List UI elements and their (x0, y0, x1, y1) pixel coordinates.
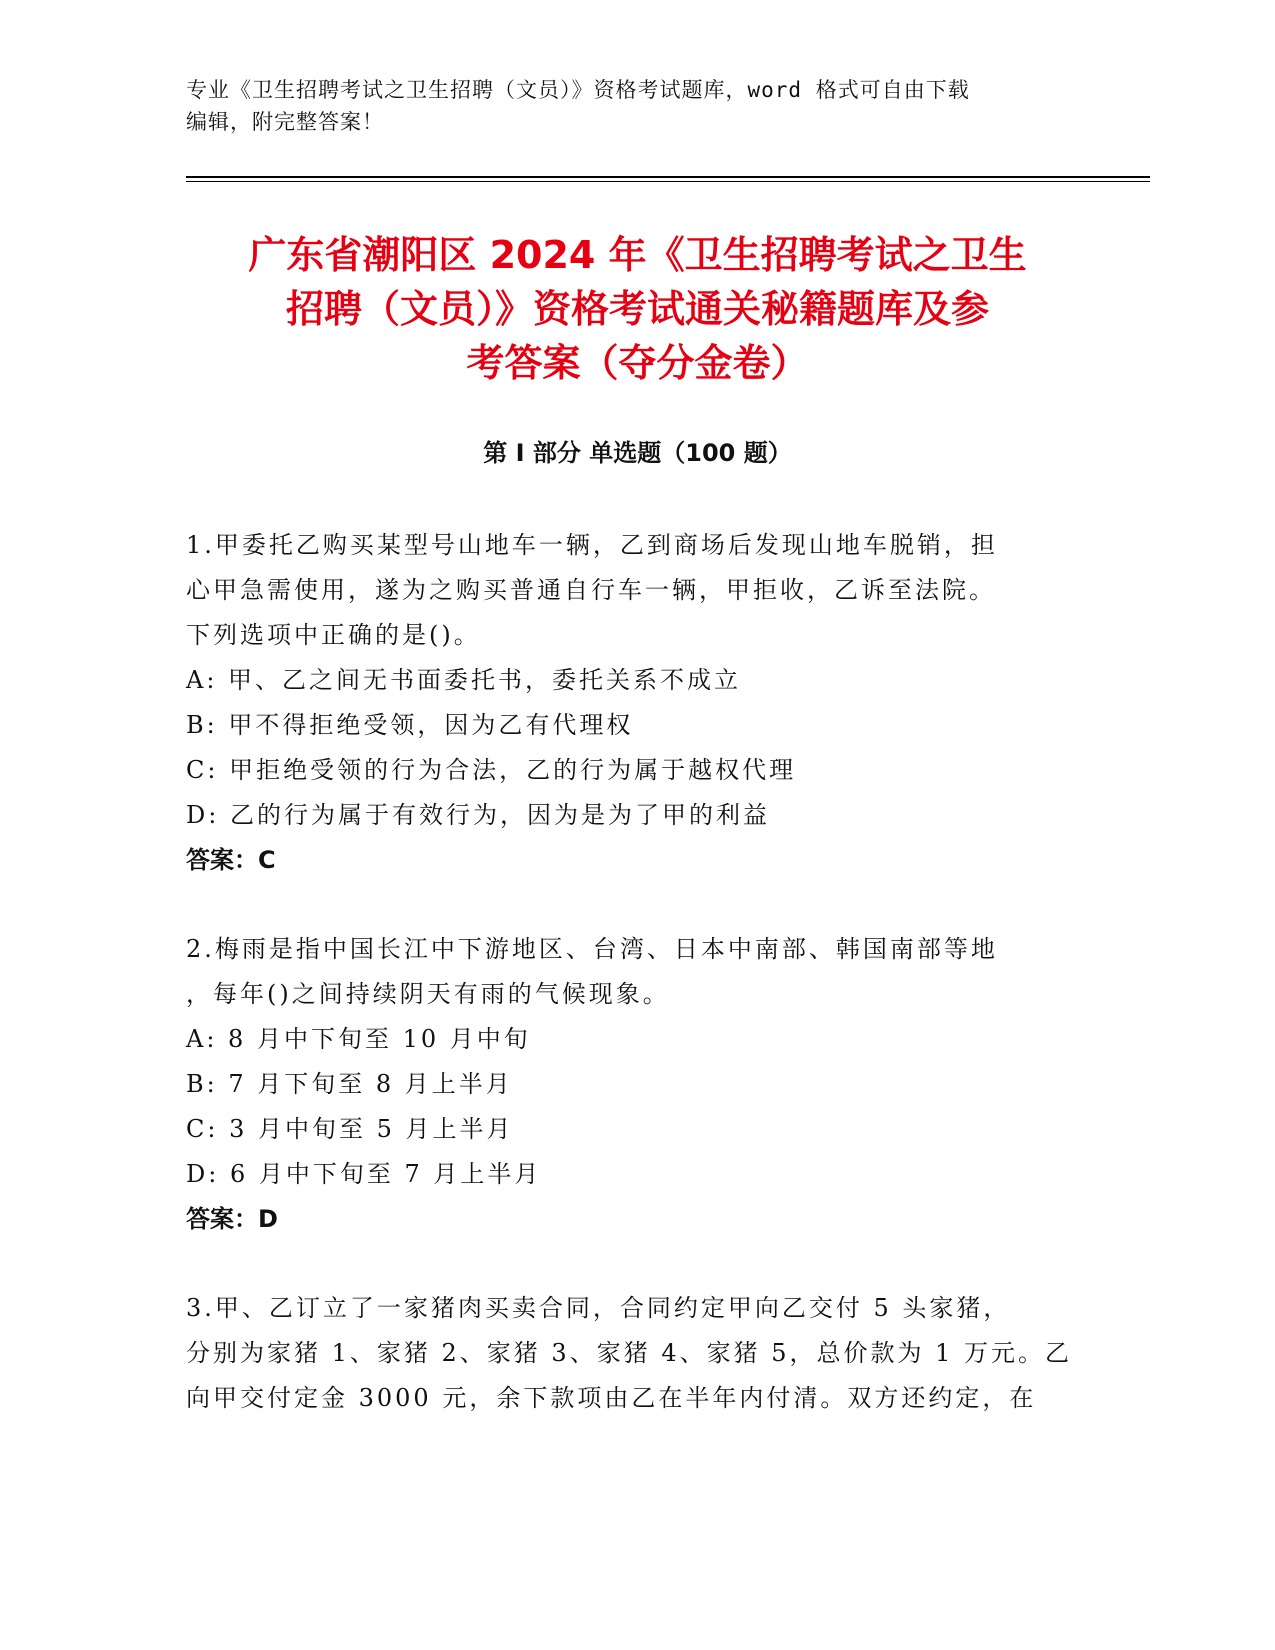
question-text-line: 3.甲、乙订立了一家猪肉买卖合同，合同约定甲向乙交付 5 头家猪， (186, 1294, 1011, 1322)
option-a: A: 8 月中下旬至 10 月中旬 (186, 1025, 531, 1053)
question-1 (186, 523, 1086, 883)
question-list (186, 523, 1086, 1465)
header-note-line-2: 编辑，附完整答案！ (186, 110, 384, 134)
section-heading: 第 I 部分 单选题（100 题） (483, 439, 792, 467)
option-c: C: 甲拒绝受领的行为合法，乙的行为属于越权代理 (186, 756, 797, 784)
header-note (186, 74, 1096, 138)
question-text-line: 下列选项中正确的是()。 (186, 621, 481, 649)
document-title (150, 228, 1125, 390)
question-text-line: 1.甲委托乙购买某型号山地车一辆，乙到商场后发现山地车脱销，担 (186, 531, 998, 559)
question-text-line: 心甲急需使用，遂为之购买普通自行车一辆，甲拒收，乙诉至法院。 (186, 576, 996, 604)
title-line-1: 广东省潮阳区 2024 年《卫生招聘考试之卫生 (248, 233, 1027, 277)
question-3 (186, 1286, 1086, 1421)
answer: 答案：D (186, 1205, 278, 1233)
question-text-line: 向甲交付定金 3000 元，余下款项由乙在半年内付清。双方还约定，在 (186, 1384, 1037, 1412)
answer: 答案：C (186, 846, 276, 874)
header-divider-thick (186, 176, 1150, 178)
header-divider-thin (186, 181, 1150, 182)
option-d: D: 6 月中下旬至 7 月上半月 (186, 1160, 542, 1188)
question-2 (186, 927, 1086, 1242)
header-note-line-1: 专业《卫生招聘考试之卫生招聘（文员）》资格考试题库，word 格式可自由下载 (186, 78, 970, 102)
question-text-line: 分别为家猪 1、家猪 2、家猪 3、家猪 4、家猪 5，总价款为 1 万元。乙 (186, 1339, 1073, 1367)
option-a: A: 甲、乙之间无书面委托书，委托关系不成立 (186, 666, 742, 694)
option-b: B: 7 月下旬至 8 月上半月 (186, 1070, 513, 1098)
question-text-line: 2.梅雨是指中国长江中下游地区、台湾、日本中南部、韩国南部等地 (186, 935, 998, 963)
title-line-3: 考答案（夺分金卷） (466, 341, 809, 385)
option-b: B: 甲不得拒绝受领，因为乙有代理权 (186, 711, 634, 739)
option-d: D: 乙的行为属于有效行为，因为是为了甲的利益 (186, 801, 770, 829)
title-line-2: 招聘（文员）》资格考试通关秘籍题库及参 (285, 287, 989, 331)
option-c: C: 3 月中旬至 5 月上半月 (186, 1115, 514, 1143)
question-text-line: ，每年()之间持续阴天有雨的气候现象。 (186, 980, 670, 1008)
